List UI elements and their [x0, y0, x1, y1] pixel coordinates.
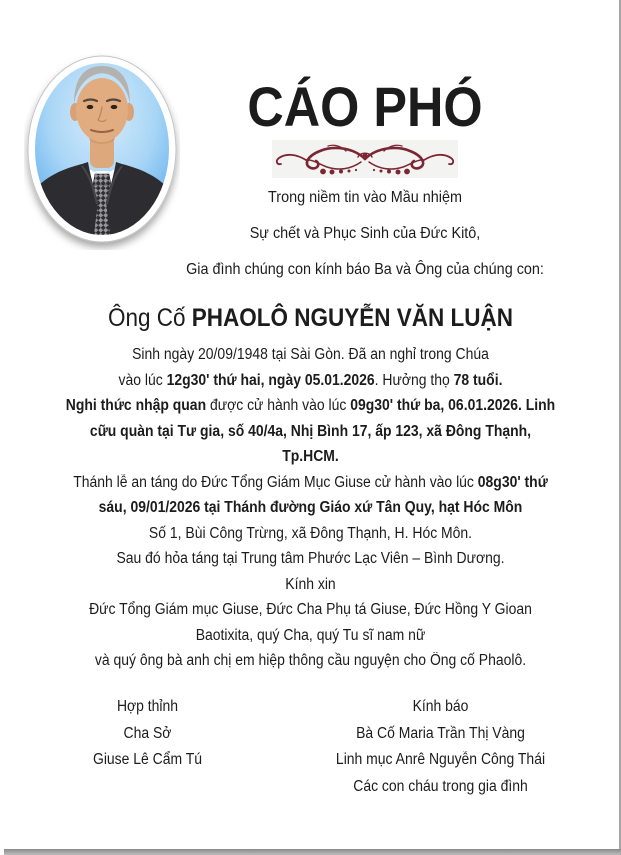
text-segment: 78 tuổi. — [453, 371, 503, 389]
text-segment: Số 1, Bùi Công Trừng, xã Đông Thạnh, H. Hóc Môn. — [148, 524, 473, 542]
page-title: CÁO PHÓ — [247, 75, 483, 138]
text-segment: vào lúc — [118, 371, 167, 389]
text-line: Hợp thỉnh — [116, 698, 179, 715]
text-line: Cha Sở — [123, 724, 172, 742]
intro-lines — [130, 180, 600, 288]
text-segment: 08g30' thứ — [477, 473, 548, 491]
flourish-ornament-svg — [272, 140, 458, 178]
text-line — [47, 368, 574, 394]
page-edge-bottom — [4, 849, 621, 855]
text-line: Kính báo — [412, 698, 469, 715]
text-line — [47, 419, 574, 445]
text-line — [47, 648, 574, 674]
flourish-ornament — [272, 140, 458, 178]
text-line: Sự chết và Phục Sinh của Đức Kitô, — [249, 225, 481, 242]
text-segment: 09g30' thứ ba, 06.01.2026. Linh — [350, 397, 556, 414]
text-line: Linh mục Anrê Nguyễn Công Thái — [335, 751, 546, 768]
text-segment: cữu quàn tại Tư gia, số 40/4a, Nhị Bình 17, ấp 123, xã Đông Thạnh, — [89, 422, 532, 440]
text-line — [47, 470, 574, 496]
body-text — [18, 342, 603, 674]
text-segment: Nghi thức nhập quan — [65, 397, 207, 414]
text-line: Gia đình chúng con kính báo Ba và Ông của chúng con: — [186, 261, 544, 278]
text-line — [47, 495, 574, 521]
text-line — [47, 342, 574, 368]
text-segment: Kính xin — [285, 575, 336, 593]
text-line — [47, 572, 574, 598]
text-line: Trong niềm tin vào Mầu nhiệm — [268, 189, 462, 206]
honorific: Ông Cố — [107, 304, 192, 332]
announcement-block — [18, 302, 603, 674]
deceased-name: PHAOLÔ NGUYỄN VĂN LUẬN — [191, 304, 514, 332]
text-line — [47, 623, 574, 649]
text-line — [47, 546, 574, 572]
text-segment: Thánh lễ an táng do Đức Tổng Giám Mục Giuse cử hành vào lúc — [73, 473, 478, 491]
header-block — [130, 64, 600, 288]
text-segment: được cử hành vào lúc — [206, 397, 351, 414]
text-line — [47, 393, 574, 419]
text-line: Giuse Lê Cẩm Tú — [92, 751, 203, 768]
text-segment: . Hưởng thọ — [374, 371, 454, 389]
deceased-name-line — [47, 302, 574, 334]
text-segment: 12g30' thứ hai, ngày 05.01.2026 — [166, 371, 375, 389]
text-line — [47, 597, 574, 623]
text-segment: Sau đó hỏa táng tại Trung tâm Phước Lạc Viên – Bình Dương. — [116, 550, 505, 567]
text-segment: Sinh ngày 20/09/1948 tại Sài Gòn. Đã an nghỉ trong Chúa — [132, 346, 489, 363]
text-segment: sáu, 09/01/2026 tại Thánh đường Giáo xứ Tân Quy, hạt Hóc Môn — [98, 499, 523, 516]
text-segment: Baotixita, quý Cha, quý Tu sĩ nam nữ — [195, 626, 426, 644]
text-segment: Đức Tổng Giám mục Giuse, Đức Cha Phụ tá Giuse, Đức Hồng Y Gioan — [89, 601, 532, 618]
text-segment: và quý ông bà anh chị em hiệp thông cầu nguyện cho Ông cố Phaolô. — [94, 652, 527, 669]
text-segment: Tp.HCM. — [282, 448, 339, 465]
text-line: Các con cháu trong gia đình — [353, 777, 528, 795]
signature-right-column — [288, 694, 593, 800]
text-line — [47, 521, 574, 547]
text-line: Bà Cố Maria Trần Thị Vàng — [356, 724, 525, 742]
text-line — [47, 444, 574, 470]
signature-left-column — [45, 694, 250, 774]
